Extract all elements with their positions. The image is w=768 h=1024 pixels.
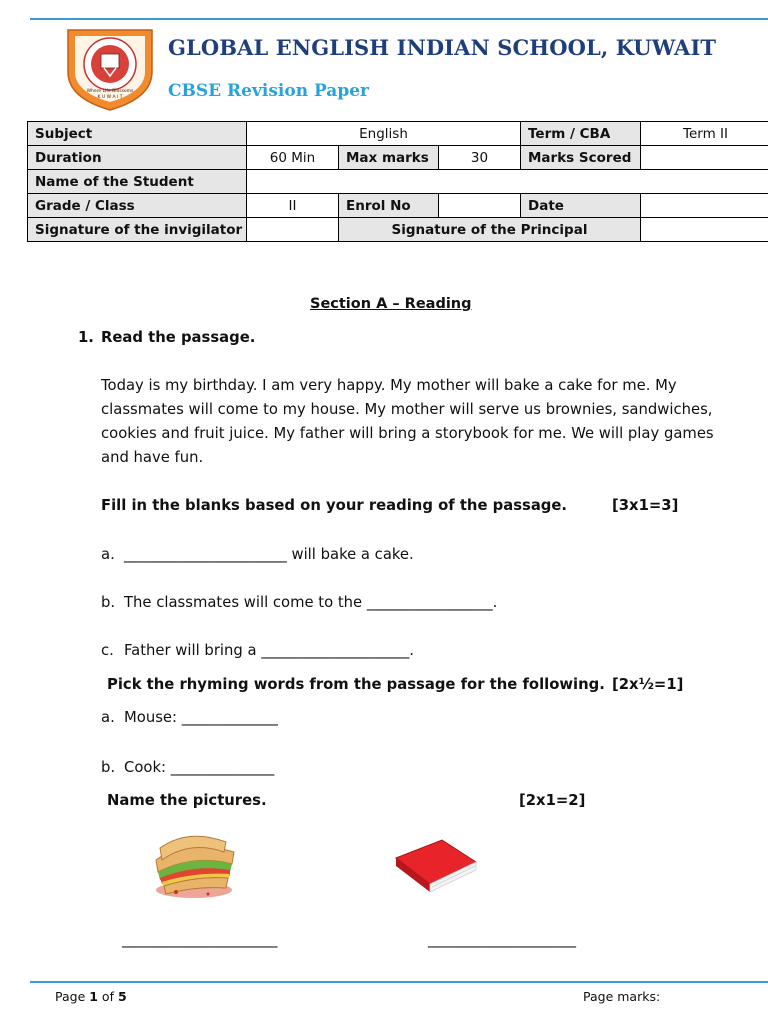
picture-answer-line[interactable]: ____________________ <box>428 931 576 948</box>
school-name: GLOBAL ENGLISH INDIAN SCHOOL, KUWAIT <box>168 35 717 60</box>
passage-line: classmates will come to my house. My mother will serve us brownies, sandwiches, <box>101 401 713 418</box>
rhyme-instruction: Pick the rhyming words from the passage for the following. <box>107 676 605 693</box>
marks-scored-label: Marks Scored <box>521 146 641 170</box>
sandwich-image <box>146 818 244 908</box>
pictures-instruction: Name the pictures. <box>107 792 267 809</box>
fill-item-letter: a. <box>101 546 115 563</box>
term-label: Term / CBA <box>521 122 641 146</box>
page-current: 1 <box>89 989 98 1004</box>
top-rule <box>30 18 768 20</box>
invigilator-label: Signature of the invigilator <box>28 218 247 242</box>
page-number <box>55 989 127 1004</box>
student-name-field[interactable] <box>247 170 768 194</box>
fill-item-text: Father will bring a ____________________. <box>124 642 414 659</box>
svg-text:Where Life Blossoms: Where Life Blossoms <box>86 89 134 94</box>
question-number: 1. <box>78 329 94 346</box>
duration-label: Duration <box>28 146 247 170</box>
fill-item-letter: c. <box>101 642 114 659</box>
page-marks: Page marks: <box>583 989 661 1004</box>
paper-title: CBSE Revision Paper <box>168 81 369 101</box>
rhyme-item-text: Cook: ______________ <box>124 759 275 776</box>
rhyme-marks: [2x½=1] <box>612 676 684 693</box>
pictures-marks: [2x1=2] <box>519 792 586 809</box>
reading-passage <box>101 374 714 470</box>
footer-rule <box>30 981 768 983</box>
max-marks-label: Max marks <box>339 146 439 170</box>
rhyme-item-letter: a. <box>101 709 115 726</box>
date-field[interactable] <box>641 194 768 218</box>
passage-line: and have fun. <box>101 449 204 466</box>
page-mid: of <box>97 989 118 1004</box>
page-prefix: Page <box>55 989 90 1004</box>
fill-marks: [3x1=3] <box>612 497 679 514</box>
max-marks-value: 30 <box>439 146 521 170</box>
term-value: Term II <box>641 122 768 146</box>
marks-scored-field[interactable] <box>641 146 768 170</box>
school-logo <box>66 28 154 112</box>
exam-info-table <box>27 121 768 242</box>
duration-value: 60 Min <box>247 146 339 170</box>
principal-signature-field[interactable] <box>641 218 768 242</box>
enrol-label: Enrol No <box>339 194 439 218</box>
fill-instruction: Fill in the blanks based on your reading of the passage. <box>101 497 568 514</box>
picture-answer-line[interactable]: _____________________ <box>122 931 278 948</box>
grade-label: Grade / Class <box>28 194 247 218</box>
invigilator-signature-field[interactable] <box>247 218 339 242</box>
section-title: Section A – Reading <box>310 296 472 312</box>
passage-line: Today is my birthday. I am very happy. My mother will bake a cake for me. My <box>101 377 677 394</box>
student-name-label: Name of the Student <box>28 170 247 194</box>
fill-item-text: ______________________ will bake a cake. <box>124 546 414 563</box>
question-title: Read the passage. <box>101 329 256 346</box>
subject-value: English <box>247 122 521 146</box>
subject-label: Subject <box>28 122 247 146</box>
grade-value: II <box>247 194 339 218</box>
passage-line: cookies and fruit juice. My father will bring a storybook for me. We will play games <box>101 425 714 442</box>
enrol-field[interactable] <box>439 194 521 218</box>
book-image <box>392 832 480 896</box>
date-label: Date <box>521 194 641 218</box>
fill-item-text: The classmates will come to the _________________. <box>124 594 498 611</box>
rhyme-item-letter: b. <box>101 759 116 776</box>
principal-label: Signature of the Principal <box>339 218 641 242</box>
svg-text:K U W A I T: K U W A I T <box>97 95 123 100</box>
rhyme-item-text: Mouse: _____________ <box>124 709 278 726</box>
page-total: 5 <box>117 989 127 1004</box>
fill-item-letter: b. <box>101 594 116 611</box>
